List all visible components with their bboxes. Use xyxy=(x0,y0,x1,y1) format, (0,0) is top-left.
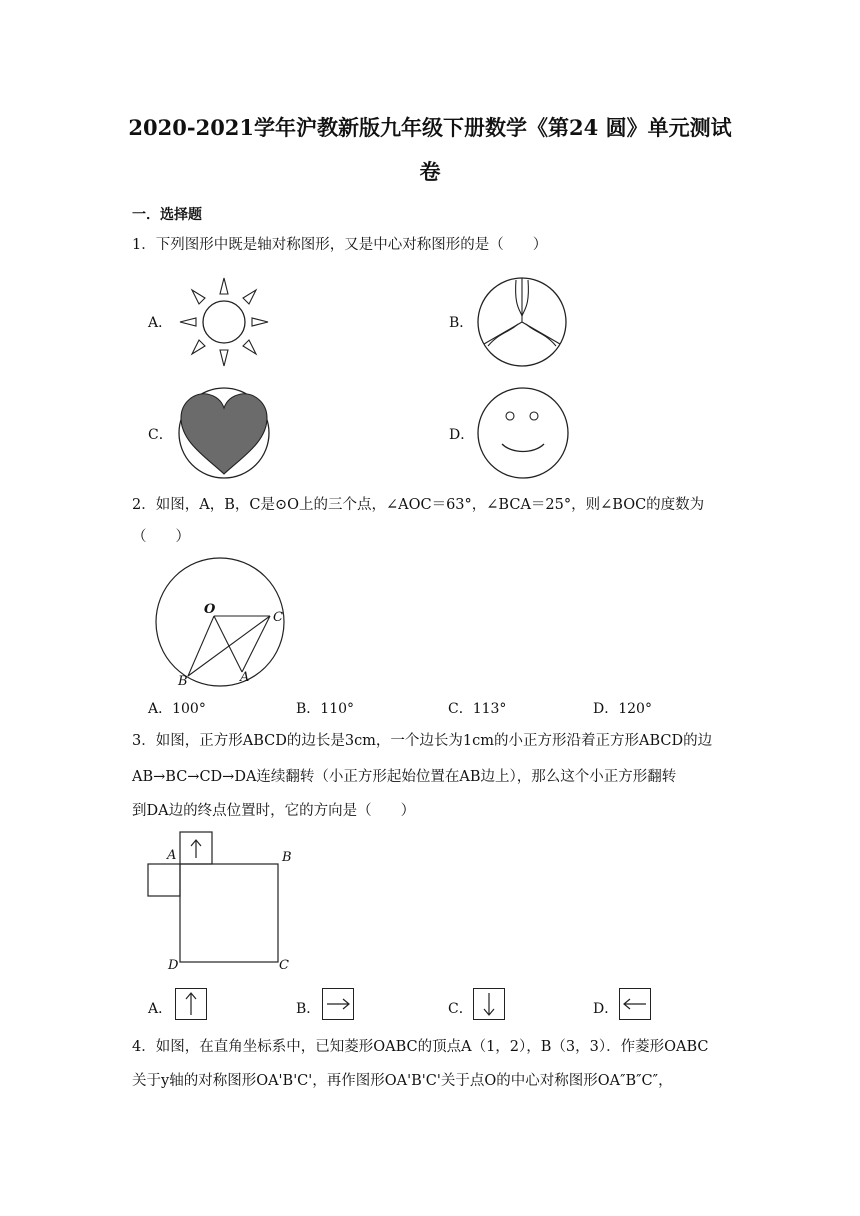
question-4-line1: 4．如图，在直角坐标系中，已知菱形OABC的顶点A（1，2），B（3，3）．作菱形OABC xyxy=(132,1039,709,1055)
smiley-face-figure xyxy=(476,386,570,480)
q1-option-d-label: D． xyxy=(449,427,475,443)
q1-option-a-label: A． xyxy=(148,315,173,331)
q2-answer-d: D．120° xyxy=(593,701,652,717)
sun-figure xyxy=(178,276,270,368)
q2-answer-a: A．100° xyxy=(148,701,206,717)
heart-in-circle-figure xyxy=(177,386,271,480)
question-3-line1: 3．如图，正方形ABCD的边长是3cm，一个边长为1cm的小正方形沿着正方形ABCD的边 xyxy=(132,733,713,749)
q3-option-c-label: C． xyxy=(448,1001,473,1017)
right-arrow-icon xyxy=(322,988,354,1020)
q3-label-d: D xyxy=(168,958,179,973)
question-2-stem-line2: （ ） xyxy=(132,529,190,545)
q1-option-b-label: B． xyxy=(449,315,474,331)
q2-label-o: O xyxy=(204,602,216,617)
question-4-line2: 关于y轴的对称图形OA'B'C'，再作图形OA'B'C'关于点O的中心对称图形OA″B″C″， xyxy=(132,1073,673,1089)
q2-label-a: A xyxy=(240,670,250,685)
q2-answer-c: C．113° xyxy=(448,701,507,717)
q3-label-a: A xyxy=(167,848,177,863)
question-1-stem: 1．下列图形中既是轴对称图形，又是中心对称图形的是（ ） xyxy=(132,237,548,253)
up-arrow-icon xyxy=(175,988,207,1020)
document-title-line2: 卷 xyxy=(419,159,441,184)
q3-option-a-label: A． xyxy=(148,1001,173,1017)
left-arrow-icon xyxy=(619,988,651,1020)
down-arrow-icon xyxy=(473,988,505,1020)
circle-abc-figure xyxy=(150,556,290,688)
question-2-stem-line1: 2．如图，A，B，C是⊙O上的三个点，∠AOC＝63°，∠BCA＝25°，则∠BOC的度数为 xyxy=(132,497,705,513)
question-3-line2: AB→BC→CD→DA连续翻转（小正方形起始位置在AB边上），那么这个小正方形翻转 xyxy=(132,769,677,785)
circle-three-arcs-figure xyxy=(476,276,568,368)
q2-answer-b: B．110° xyxy=(296,701,355,717)
q3-label-c: C xyxy=(279,958,289,973)
q1-option-c-label: C． xyxy=(148,427,173,443)
question-3-line3: 到DA边的终点位置时，它的方向是（ ） xyxy=(132,803,416,819)
document-title-line1: 2020-2021学年沪教新版九年级下册数学《第24 圆》单元测试 xyxy=(128,115,732,140)
q2-label-b: B xyxy=(178,674,188,689)
q2-label-c: C xyxy=(273,610,283,625)
q3-label-b: B xyxy=(282,850,292,865)
section-heading: 一．选择题 xyxy=(132,207,202,223)
q3-option-d-label: D． xyxy=(593,1001,619,1017)
q3-option-b-label: B． xyxy=(296,1001,321,1017)
